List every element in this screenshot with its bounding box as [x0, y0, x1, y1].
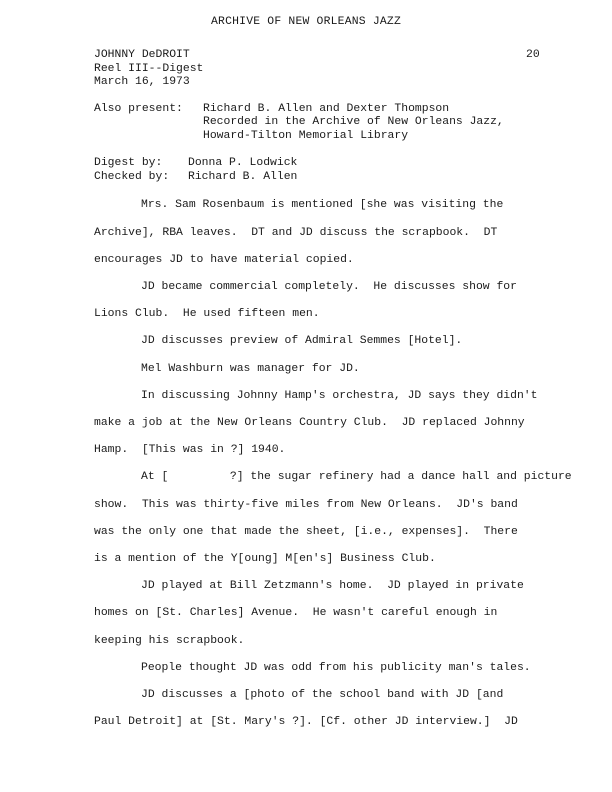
interviewee-name: JOHNNY DeDROIT	[94, 49, 190, 61]
digest-by-label: Digest by:	[94, 157, 163, 169]
body-line: Archive], RBA leaves. DT and JD discuss the scrapbook. DT	[94, 227, 498, 239]
body-line: make a job at the New Orleans Country Club. JD replaced Johnny	[94, 417, 525, 429]
also-present-line: Recorded in the Archive of New Orleans Jazz,	[203, 116, 504, 128]
body-line: homes on [St. Charles] Avenue. He wasn't careful enough in	[94, 607, 498, 619]
body-line: JD became commercial completely. He discusses show for	[141, 281, 517, 293]
body-line: Paul Detroit] at [St. Mary's ?]. [Cf. other JD interview.] JD	[94, 716, 518, 728]
body-line: is a mention of the Y[oung] M[en's] Business Club.	[94, 553, 436, 565]
body-line: JD discusses a [photo of the school band with JD [and	[141, 689, 504, 701]
archive-header: ARCHIVE OF NEW ORLEANS JAZZ	[211, 16, 401, 28]
checked-by-value: Richard B. Allen	[188, 171, 298, 183]
digest-by-value: Donna P. Lodwick	[188, 157, 298, 169]
body-line: JD discusses preview of Admiral Semmes [Hotel].	[141, 335, 463, 347]
also-present-line: Howard-Tilton Memorial Library	[203, 130, 409, 142]
body-line: Hamp. [This was in ?] 1940.	[94, 444, 286, 456]
body-line: Lions Club. He used fifteen men.	[94, 308, 320, 320]
body-line: JD played at Bill Zetzmann's home. JD played in private	[141, 580, 524, 592]
body-line: keeping his scrapbook.	[94, 635, 245, 647]
also-present-line: Richard B. Allen and Dexter Thompson	[203, 103, 450, 115]
body-line: was the only one that made the sheet, [i.e., expenses]. There	[94, 526, 518, 538]
page-number: 20	[526, 49, 540, 61]
also-present-label: Also present:	[94, 103, 183, 115]
body-line: In discussing Johnny Hamp's orchestra, JD says they didn't	[141, 390, 538, 402]
body-line: encourages JD to have material copied.	[94, 254, 354, 266]
body-line: At [ ?] the sugar refinery had a dance hall and picture	[141, 471, 572, 483]
interview-date: March 16, 1973	[94, 76, 190, 88]
body-line: show. This was thirty-five miles from New Orleans. JD's band	[94, 499, 518, 511]
body-line: People thought JD was odd from his publicity man's tales.	[141, 662, 531, 674]
body-line: Mel Washburn was manager for JD.	[141, 363, 360, 375]
reel-label: Reel III--Digest	[94, 63, 204, 75]
checked-by-label: Checked by:	[94, 171, 170, 183]
body-line: Mrs. Sam Rosenbaum is mentioned [she was visiting the	[141, 199, 504, 211]
